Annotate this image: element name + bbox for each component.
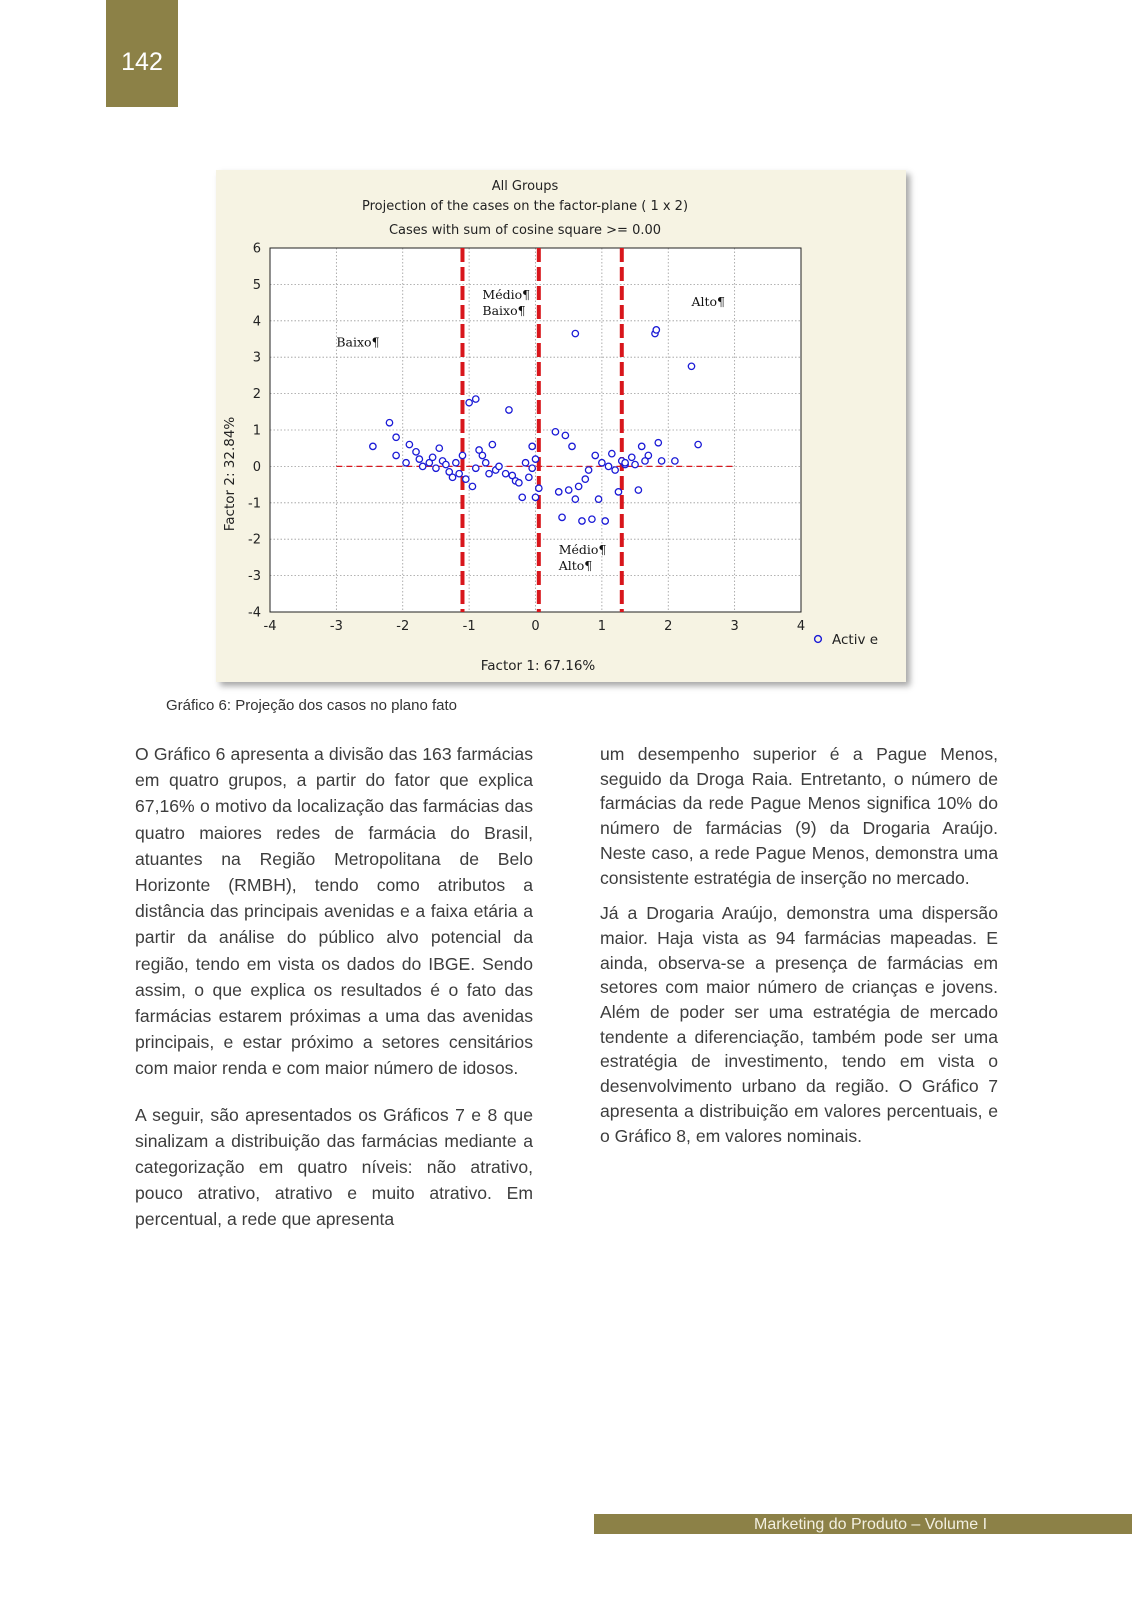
x-axis-label: Factor 1: 67.16%	[480, 658, 596, 674]
data-point	[572, 330, 578, 336]
data-point	[622, 460, 628, 466]
data-point	[629, 454, 635, 460]
x-tick-label: 2	[664, 619, 673, 634]
data-point	[479, 452, 485, 458]
data-point	[536, 485, 542, 491]
y-tick-label: 0	[252, 459, 261, 475]
chart-title-line-1: All Groups	[491, 179, 559, 194]
data-point	[612, 467, 618, 473]
text-column-left	[135, 741, 533, 1253]
data-point	[529, 443, 535, 449]
data-point	[599, 460, 605, 466]
y-tick-label: -4	[248, 605, 261, 621]
data-point	[572, 496, 578, 502]
data-point	[562, 432, 568, 438]
figure-caption: Gráfico 6: Projeção dos casos no plano fato	[166, 697, 458, 714]
chart-figure	[216, 170, 906, 682]
data-point	[639, 443, 645, 449]
data-point	[473, 396, 479, 402]
y-tick-label: -2	[248, 532, 261, 548]
x-tick-label: 3	[730, 619, 739, 634]
data-point	[695, 441, 701, 447]
data-point	[449, 474, 455, 480]
data-point	[433, 465, 439, 471]
data-point	[419, 463, 425, 469]
data-point	[565, 487, 571, 493]
data-point	[393, 452, 399, 458]
footer-title: Marketing do Produto – Volume I	[754, 1516, 988, 1533]
page-number: 142	[106, 0, 178, 107]
data-point	[486, 470, 492, 476]
data-point	[632, 461, 638, 467]
data-point	[436, 445, 442, 451]
y-tick-label: -1	[248, 496, 261, 512]
data-point	[575, 483, 581, 489]
paragraph: A seguir, são apresentados os Gráficos 7 e 8 que sinalizam a distribuição das farmácias mediante a categorização em quatro níveis: não atrativo, pouco atrativo, atrativo e muito atrativo. Em percentual, a rede que apresenta	[135, 1104, 533, 1230]
data-point	[519, 494, 525, 500]
y-axis-label: Factor 2: 32.84%	[222, 416, 238, 532]
data-point	[585, 467, 591, 473]
data-point	[489, 441, 495, 447]
y-tick-label: 6	[252, 241, 261, 257]
legend-marker	[815, 636, 822, 643]
data-point	[672, 458, 678, 464]
region-label: Médio¶	[482, 286, 531, 302]
data-point	[559, 514, 565, 520]
data-point	[393, 434, 399, 440]
region-label: Médio¶	[558, 541, 607, 557]
footer-bar	[594, 1514, 1132, 1534]
y-tick-label: -3	[248, 569, 261, 585]
chart-title-line-2: Projection of the cases on the factor-plane ( 1 x 2)	[361, 199, 689, 214]
legend-label: Activ e	[832, 632, 879, 648]
data-point	[658, 458, 664, 464]
data-point	[406, 441, 412, 447]
region-label: Baixo¶	[336, 334, 380, 350]
y-tick-label: 4	[252, 314, 261, 330]
data-point	[532, 456, 538, 462]
y-tick-label: 1	[252, 423, 261, 439]
region-label: Alto¶	[691, 294, 726, 310]
data-point	[413, 449, 419, 455]
paragraph: O Gráfico 6 apresenta a divisão das 163 farmácias em quatro grupos, a partir do fator que explica 67,16% o motivo da localização das farmácias das quatro maiores redes de farmácia do Brasil, atuantes na Região Metropolitana de Belo Horizonte (RMBH), tendo como atributos a distância das principais avenidas e a faixa etária a partir da análise do público alvo potencial da região, tendo em vista os dados do IBGE. Sendo assim, o que explica os resultados é o fato das farmácias estarem próximas a uma das avenidas principais, e estar próximo a setores censitários com maior renda e com maior número de idosos.	[135, 744, 533, 1079]
data-point	[595, 496, 601, 502]
y-tick-label: 5	[252, 277, 261, 293]
data-point	[443, 461, 449, 467]
data-point	[516, 480, 522, 486]
paragraph: um desempenho superior é a Pague Menos, seguido da Droga Raia. Entretanto, o número de farmácias da rede Pague Menos significa 10% do número de farmácias (9) da Drogaria Araújo. Neste caso, a rede Pague Menos, demonstra uma consistente estratégia de inserção no mercado.	[600, 744, 998, 888]
x-tick-label: 4	[796, 619, 806, 634]
data-point	[592, 452, 598, 458]
data-point	[605, 463, 611, 469]
data-point	[502, 470, 508, 476]
data-point	[609, 450, 615, 456]
data-point	[655, 440, 661, 446]
data-point	[403, 460, 409, 466]
data-point	[552, 429, 558, 435]
data-point	[589, 516, 595, 522]
data-point	[602, 518, 608, 524]
data-point	[579, 518, 585, 524]
y-tick-label: 2	[252, 387, 261, 403]
data-point	[653, 327, 659, 333]
data-point	[483, 460, 489, 466]
data-point	[569, 443, 575, 449]
data-point	[386, 420, 392, 426]
data-point	[456, 470, 462, 476]
x-tick-label: 0	[531, 619, 540, 634]
data-point	[506, 407, 512, 413]
data-point	[469, 483, 475, 489]
data-point	[529, 465, 535, 471]
data-point	[635, 487, 641, 493]
x-tick-label: -1	[462, 619, 476, 634]
data-point	[522, 460, 528, 466]
data-point	[645, 452, 651, 458]
x-tick-label: -3	[329, 619, 343, 634]
data-point	[429, 454, 435, 460]
x-tick-label: -4	[263, 619, 277, 634]
data-point	[466, 400, 472, 406]
region-label: Alto¶	[558, 557, 593, 573]
data-point	[526, 474, 532, 480]
y-tick-label: 3	[252, 350, 261, 366]
scatter-chart	[216, 170, 906, 682]
text-column-right	[600, 742, 998, 1159]
region-label: Baixo¶	[482, 302, 526, 318]
data-point	[688, 363, 694, 369]
chart-title-line-3: Cases with sum of cosine square >= 0.00	[388, 223, 662, 238]
data-point	[615, 489, 621, 495]
data-point	[370, 443, 376, 449]
data-point	[582, 476, 588, 482]
paragraph: Já a Drogaria Araújo, demonstra uma dispersão maior. Haja vista as 94 farmácias mapeadas. E ainda, observa-se a presença de farmácias em setores com maior número de crianças e jovens. Além de poder ser uma estratégia de mercado tendente a diferenciação, também pode ser uma estratégia de investimento, tendo em vista o desenvolvimento urbano da região. O Gráfico 7 apresenta a distribuição em valores percentuais, e o Gráfico 8, em valores nominais.	[600, 903, 998, 1146]
data-point	[496, 463, 502, 469]
data-point	[463, 476, 469, 482]
data-point	[532, 494, 538, 500]
x-tick-label: 1	[597, 619, 607, 634]
data-point	[416, 456, 422, 462]
x-tick-label: -2	[396, 619, 410, 634]
data-point	[473, 465, 479, 471]
data-point	[459, 452, 465, 458]
data-point	[453, 460, 459, 466]
data-point	[556, 489, 562, 495]
